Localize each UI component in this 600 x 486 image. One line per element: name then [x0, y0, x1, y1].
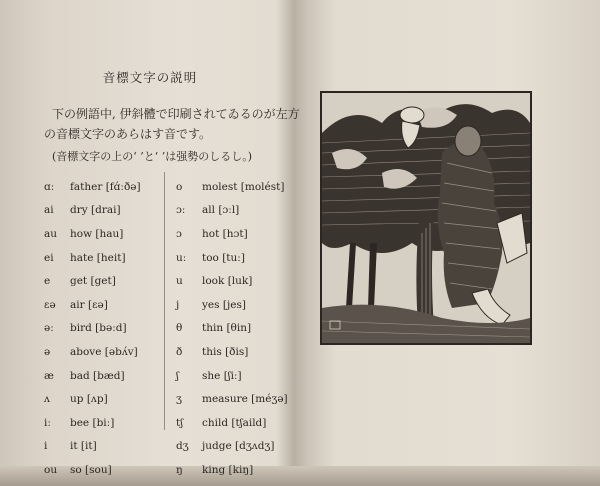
example-word: hot [hɔt] — [202, 227, 248, 240]
phonetic-row — [176, 293, 288, 317]
example-word: bad [bæd] — [70, 369, 125, 382]
phonetic-row — [176, 175, 288, 199]
phonetic-symbol: ŋ — [176, 463, 183, 476]
phonetic-row — [176, 458, 288, 482]
phonetic-row — [44, 175, 141, 199]
example-word: above [əbʌ́v] — [70, 345, 138, 358]
phonetic-symbol: u — [176, 275, 183, 288]
phonetic-symbol: j — [176, 298, 180, 311]
intro-line-2: の音標文字のあらはす音です。 — [44, 127, 212, 141]
phonetic-symbol: ʒ — [176, 393, 182, 406]
intro-note: (音標文字の上の‘ ’と‘ ’は强勢のしるし。) — [52, 150, 253, 163]
phonetic-row — [44, 317, 141, 341]
phonetic-row — [44, 246, 141, 270]
phonetic-symbol: iː — [44, 416, 51, 429]
woodcut-engraving-icon — [320, 91, 532, 345]
phonetic-row — [44, 293, 141, 317]
example-word: judge [dʒʌdʒ] — [202, 440, 275, 453]
phonetic-symbol: tʃ — [176, 416, 184, 429]
phonetic-row — [176, 387, 288, 411]
example-word: dry [drai] — [70, 204, 121, 217]
phonetic-column-right — [176, 175, 288, 482]
phonetic-row — [44, 387, 141, 411]
phonetic-row — [176, 340, 288, 364]
phonetic-symbol: o — [176, 180, 183, 193]
phonetic-row — [44, 364, 141, 388]
phonetic-symbol: əː — [44, 322, 54, 335]
example-word: measure [méʒə] — [202, 393, 288, 406]
phonetic-symbol: e — [44, 275, 51, 288]
left-page — [0, 0, 300, 476]
phonetic-symbol: uː — [176, 251, 187, 264]
phonetic-symbol: ou — [44, 463, 58, 476]
example-word: look [luk] — [202, 275, 253, 288]
example-word: air [ɛə] — [70, 298, 108, 311]
phonetic-symbol: au — [44, 227, 58, 240]
phonetic-row — [44, 458, 141, 482]
phonetic-row — [44, 411, 141, 435]
phonetic-row — [176, 364, 288, 388]
phonetic-row — [176, 411, 288, 435]
example-word: bee [biː] — [70, 416, 115, 429]
example-word: it [it] — [70, 440, 97, 453]
example-word: this [ðis] — [202, 345, 249, 358]
phonetic-row — [176, 317, 288, 341]
phonetic-symbol: ɔː — [176, 204, 186, 217]
example-word: king [kiŋ] — [202, 463, 254, 476]
phonetic-symbol: ɛə — [44, 298, 56, 311]
example-word: too [tuː] — [202, 251, 245, 264]
phonetic-symbol: ɔ — [176, 227, 182, 240]
example-word: how [hau] — [70, 227, 124, 240]
phonetic-row — [44, 222, 141, 246]
phonetic-symbol: ʌ — [44, 393, 50, 406]
example-word: so [sou] — [70, 463, 112, 476]
phonetic-row — [176, 246, 288, 270]
example-word: bird [bəːd] — [70, 322, 127, 335]
phonetic-row — [44, 340, 141, 364]
phonetic-symbol: dʒ — [176, 440, 189, 453]
phonetic-row — [44, 435, 141, 459]
phonetic-row — [44, 269, 141, 293]
intro-line-1: 下の例語中, 伊斜體で印刷されてゐるのが左方 — [52, 107, 300, 121]
phonetic-symbol: ei — [44, 251, 54, 264]
example-word: she [ʃiː] — [202, 369, 242, 382]
example-word: get [get] — [70, 275, 116, 288]
example-word: hate [heit] — [70, 251, 126, 264]
phonetic-symbol: i — [44, 440, 48, 453]
phonetic-row — [176, 199, 288, 223]
example-word: up [ʌp] — [70, 393, 108, 406]
phonetic-symbol: æ — [44, 369, 54, 382]
example-word: yes [jes] — [202, 298, 246, 311]
column-divider — [164, 172, 165, 430]
phonetic-symbol: ə — [44, 345, 51, 358]
phonetic-row — [44, 199, 141, 223]
phonetic-row — [176, 435, 288, 459]
phonetic-symbol: ʃ — [176, 369, 179, 382]
phonetic-symbol: ɑː — [44, 180, 55, 193]
example-word: father [fɑ́ːðə] — [70, 180, 141, 193]
phonetic-symbol: ð — [176, 345, 183, 358]
phonetic-row — [176, 222, 288, 246]
phonetic-symbol: θ — [176, 322, 183, 335]
phonetic-symbol: ai — [44, 204, 54, 217]
page-title: 音標文字の説明 — [102, 70, 198, 85]
example-word: child [tʃaild] — [202, 416, 267, 429]
example-word: thin [θin] — [202, 322, 252, 335]
phonetic-row — [176, 269, 288, 293]
example-word: molest [molést] — [202, 180, 285, 193]
example-word: all [ɔːl] — [202, 204, 240, 217]
phonetic-column-left — [44, 175, 141, 482]
